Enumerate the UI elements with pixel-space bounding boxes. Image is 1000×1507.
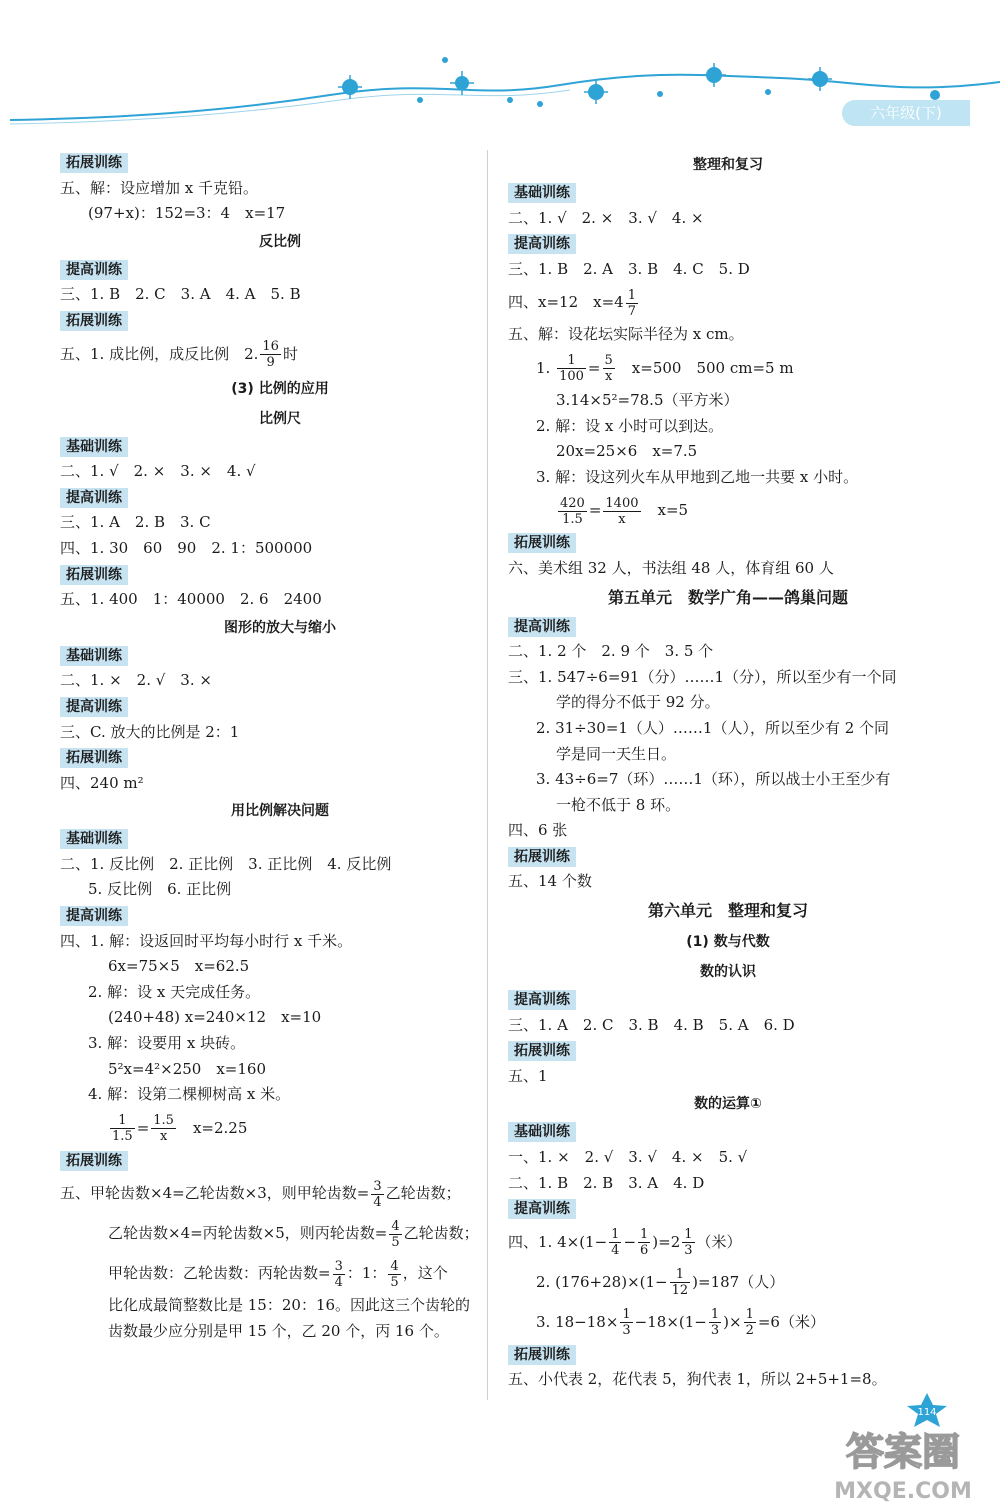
fraction: $\frac{1}{2}$ — [745, 1307, 754, 1339]
answer-line: 二、1. B 2. B 3. A 4. D — [508, 1173, 705, 1192]
answer-line: 二、1. × 2. √ 3. × — [60, 671, 212, 690]
fraction: $\frac{1400}{x}$ — [605, 495, 639, 527]
answer-line: 五、解：设应增加 x 千克铅。 — [60, 178, 258, 197]
answer-line: 三、1. 547÷6=91（分）……1（分），所以至少有一个同 — [508, 667, 897, 686]
answer-line: 3. 43÷6=7（环）……1（环），所以战士小王至少有 — [536, 770, 891, 789]
fraction: $\frac{1}{6}$ — [640, 1227, 649, 1259]
answer-line: 三、1. A 2. B 3. C — [60, 513, 211, 532]
fraction: $\frac{1}{100}$ — [559, 353, 584, 385]
answer-line: 四、6 张 — [508, 821, 568, 840]
answer-line: 乙轮齿数×4=丙轮齿数×5，则丙轮齿数= $\frac{4}{5}$ 乙轮齿数； — [108, 1218, 479, 1250]
fraction: $\frac{3}{4}$ — [334, 1258, 343, 1290]
lesson-title: 图形的放大与缩小 — [224, 619, 336, 636]
lesson-title: 数的认识 — [700, 964, 756, 981]
fraction: $\frac{1}{7}$ — [627, 287, 636, 319]
answer-line: 六、美术组 32 人，书法组 48 人，体育组 60 人 — [508, 558, 834, 577]
section-heading: 提高训练 — [60, 257, 500, 283]
section-heading: 提高训练 — [60, 903, 500, 929]
answer-line: 五、1. 400 1：40000 2. 6 2400 — [60, 590, 322, 609]
fraction: $\frac{3}{4}$ — [373, 1178, 382, 1210]
fraction: $\frac{5}{x}$ — [604, 353, 613, 385]
unit-title: 第五单元 数学广角——鸽巢问题 — [607, 587, 848, 607]
answer-line: 齿数最少应分别是甲 15 个，乙 20 个，丙 16 个。 — [108, 1322, 449, 1340]
answer-line: 5. 反比例 6. 正比例 — [88, 880, 232, 899]
answer-line: 学的得分不低于 92 分。 — [556, 693, 720, 712]
answer-line: 四、240 m² — [60, 773, 144, 792]
section-heading: 提高训练 — [508, 987, 948, 1013]
answer-line: (240+48) x=240×12 x=10 — [108, 1008, 322, 1027]
lesson-title: 用比例解决问题 — [231, 803, 329, 820]
answer-line: 四、1. 4×(1− $\frac{1}{4}$ − $\frac{1}{6}$ )=2 $\frac{1}{3}$ （米） — [508, 1227, 742, 1259]
section-heading: 拓展训练 — [508, 844, 948, 870]
section-heading: 提高训练 — [60, 485, 500, 511]
answer-line: 四、1. 30 60 90 2. 1：500000 — [60, 538, 313, 557]
fraction: $\frac{1}{3}$ — [710, 1307, 720, 1339]
watermark-text: 答案圈 — [845, 1430, 961, 1474]
section-heading: 基础训练 — [508, 1119, 948, 1145]
watermark-logo — [808, 1420, 998, 1505]
answer-line: 三、C. 放大的比例是 2：1 — [60, 722, 240, 741]
answer-line: 四、1. 解：设返回时平均每小时行 x 千米。 — [60, 931, 353, 950]
answer-line: 一、1. × 2. √ 3. √ 4. × 5. √ — [508, 1148, 748, 1167]
answer-line: 2. 31÷30=1（人）……1（人），所以至少有 2 个同 — [536, 718, 890, 737]
page-number: 114 — [917, 1407, 937, 1418]
answer-line: 四、x=12 x=4 $\frac{1}{7}$ — [508, 287, 636, 319]
answer-line: 五、解：设花坛实际半径为 x cm。 — [508, 325, 744, 344]
left-column — [60, 150, 500, 1345]
answer-line: 五、甲轮齿数×4=乙轮齿数×3，则甲轮齿数= $\frac{3}{4}$ 乙轮齿数； — [60, 1178, 461, 1210]
section-heading: 基础训练 — [508, 180, 948, 206]
answer-line: 5²x=4²×250 x=160 — [108, 1059, 266, 1078]
answer-line: 6x=75×5 x=62.5 — [108, 957, 250, 976]
right-column — [508, 150, 948, 1393]
unit-title: 第六单元 整理和复习 — [647, 901, 808, 921]
section-heading: 基础训练 — [60, 643, 500, 669]
answer-line: 三、1. A 2. C 3. B 4. B 5. A 6. D — [508, 1015, 795, 1034]
answer-line: 二、1. 反比例 2. 正比例 3. 正比例 4. 反比例 — [60, 854, 392, 873]
section-heading: 拓展训练 — [60, 745, 500, 771]
answer-line: 比化成最简整数比是 15：20：16。因此这三个齿轮的 — [108, 1296, 471, 1315]
fraction: $\frac{4}{5}$ — [391, 1218, 400, 1250]
answer-line: 一枪不低于 8 环。 — [556, 795, 681, 814]
section-heading: 拓展训练 — [508, 1038, 948, 1064]
fraction: $\frac{1}{12}$ — [671, 1267, 689, 1299]
answer-line: 1. $\frac{1}{100}$ = $\frac{5}{x}$ x=500 500 cm=5 m — [536, 353, 794, 385]
answer-line: (97+x)：152=3：4 x=17 — [88, 204, 286, 223]
lesson-title: 整理和复习 — [693, 157, 763, 173]
lesson-title: 比例尺 — [259, 410, 301, 427]
section-heading: 拓展训练 — [60, 1148, 500, 1174]
answer-line: $\frac{1}{1.5}$ = $\frac{1.5}{x}$ x=2.25 — [112, 1113, 248, 1145]
answer-line: 学是同一天生日。 — [556, 744, 677, 763]
answer-line: 三、1. B 2. A 3. B 4. C 5. D — [508, 259, 750, 278]
section-heading: 基础训练 — [60, 826, 500, 852]
answer-line: 4. 解：设第二棵柳树高 x 米。 — [88, 1085, 291, 1104]
fraction: $\frac{420}{1.5}$ — [560, 495, 585, 527]
answer-line: 二、1. 2 个 2. 9 个 3. 5 个 — [508, 642, 714, 661]
section-heading: 拓展训练 — [508, 1342, 948, 1368]
section-heading: 拓展训练 — [508, 530, 948, 556]
answer-line: $\frac{420}{1.5}$ = $\frac{1400}{x}$ x=5 — [560, 495, 689, 527]
answer-line: 3.14×5²=78.5（平方米） — [556, 390, 739, 409]
fraction: $\frac{1}{4}$ — [611, 1227, 620, 1259]
answer-line: 二、1. √ 2. × 3. × 4. √ — [60, 462, 256, 481]
section-heading: 提高训练 — [508, 1196, 948, 1222]
section-heading: 提高训练 — [508, 614, 948, 640]
fraction: $\frac{16}{9}$ — [262, 339, 279, 371]
answer-line: 20x=25×6 x=7.5 — [556, 442, 698, 461]
answer-line: 五、小代表 2，花代表 5，狗代表 1，所以 2+5+1=8。 — [508, 1370, 887, 1389]
answer-line: 五、14 个数 — [508, 872, 592, 891]
fraction: $\frac{1}{1.5}$ — [112, 1113, 133, 1145]
answer-line: 2. (176+28)×(1− $\frac{1}{12}$ )=187（人） — [536, 1267, 785, 1299]
lesson-title: (1) 数与代数 — [686, 934, 770, 951]
fraction: $\frac{1}{3}$ — [622, 1307, 631, 1339]
section-heading: 拓展训练 — [60, 308, 500, 334]
answer-line: 三、1. B 2. C 3. A 4. A 5. B — [60, 285, 301, 304]
lesson-title: 反比例 — [259, 233, 301, 250]
answer-line: 甲轮齿数：乙轮齿数：丙轮齿数= $\frac{3}{4}$ ：1： $\frac{4}{5}$ ，这个 — [108, 1258, 448, 1290]
snowflake-icon — [342, 57, 940, 107]
answer-line: 2. 解：设 x 小时可以到达。 — [536, 416, 724, 435]
answer-line: 3. 18−18× $\frac{1}{3}$ −18×(1− $\frac{1}{3}$ )× $\frac{1}{2}$ =6（米） — [536, 1307, 825, 1339]
section-heading: 提高训练 — [508, 231, 948, 257]
section-heading: 拓展训练 — [60, 562, 500, 588]
answer-line: 3. 解：设这列火车从甲地到乙地一共要 x 小时。 — [536, 467, 859, 486]
grade-tab: 六年级(下) — [842, 100, 970, 126]
section-heading: 基础训练 — [60, 434, 500, 460]
lesson-title: (3) 比例的应用 — [231, 380, 329, 397]
section-heading: 拓展训练 — [60, 150, 500, 176]
answer-line: 2. 解：设 x 天完成任务。 — [88, 982, 261, 1001]
lesson-title: 数的运算① — [694, 1096, 762, 1113]
fraction: $\frac{4}{5}$ — [390, 1258, 399, 1290]
fraction: $\frac{1}{3}$ — [684, 1227, 693, 1259]
answer-line: 五、1 — [508, 1066, 548, 1085]
fraction: $\frac{1.5}{x}$ — [153, 1113, 174, 1145]
section-heading: 提高训练 — [60, 694, 500, 720]
answer-line: 五、1. 成比例，成反比例 2. $\frac{16}{9}$ 时 — [60, 339, 298, 371]
answer-line: 3. 解：设要用 x 块砖。 — [88, 1034, 246, 1053]
watermark-url: MXQE.COM — [834, 1479, 972, 1504]
answer-line: 二、1. √ 2. × 3. √ 4. × — [508, 208, 704, 227]
